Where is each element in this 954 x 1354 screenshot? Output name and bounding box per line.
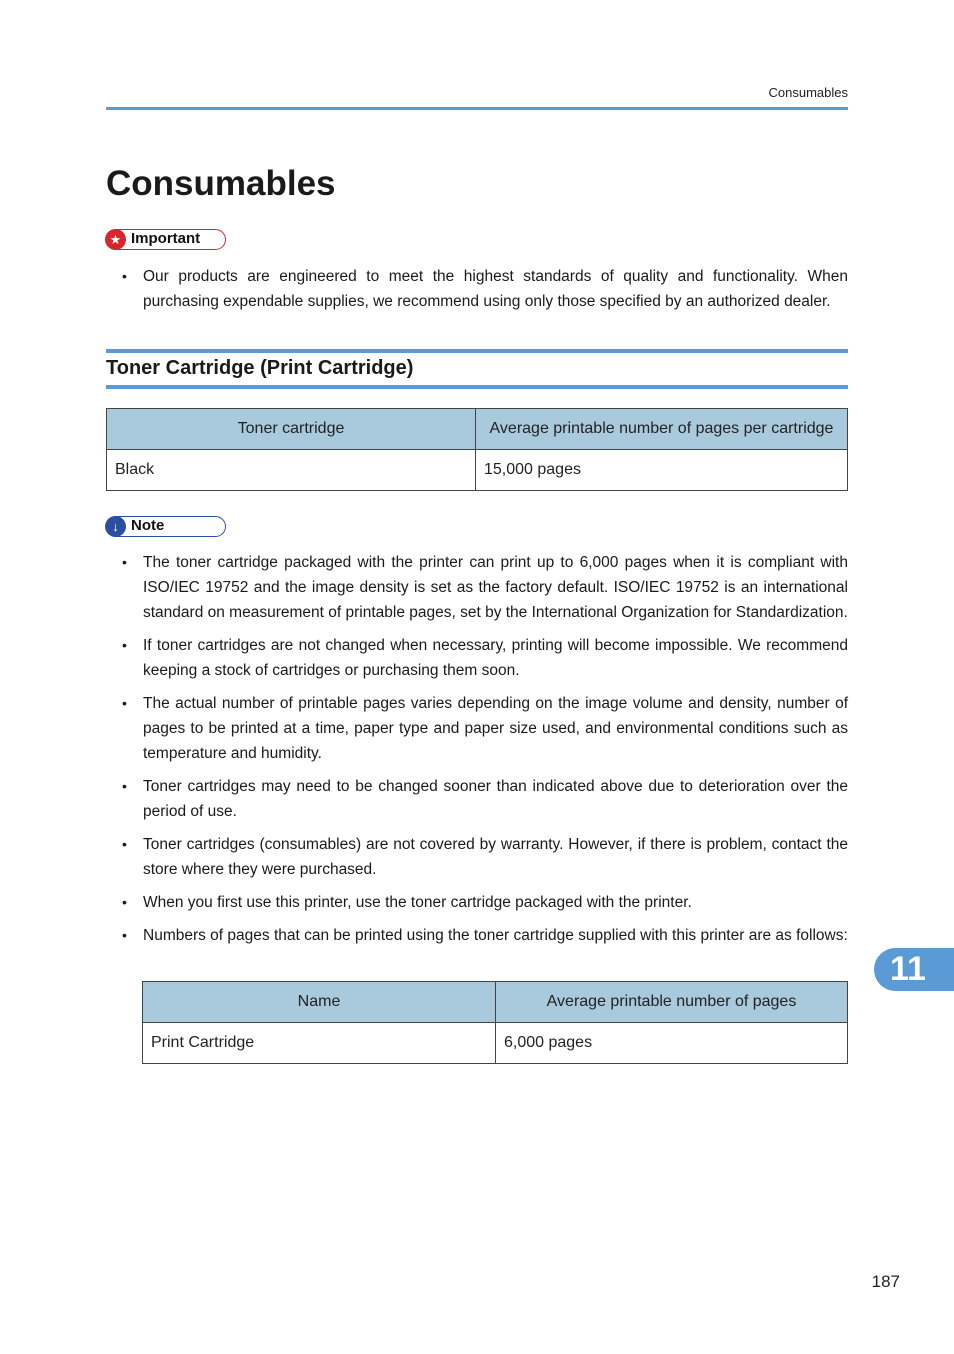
header-rule: [106, 107, 848, 110]
table-cell: 15,000 pages: [476, 450, 848, 491]
table-header-row: [107, 409, 848, 450]
list-item: • Numbers of pages that can be printed using the toner cartridge supplied with this printer are as follows:: [106, 923, 848, 948]
note-label: Note: [131, 517, 165, 534]
toner-table: [106, 408, 848, 491]
table-header-cell: Name: [143, 982, 496, 1023]
section-rule-top: [106, 349, 848, 353]
table-header-cell: Average printable number of pages per cartridge: [476, 409, 848, 450]
note-callout: [106, 516, 226, 537]
section-title: Toner Cartridge (Print Cartridge): [106, 357, 414, 379]
table-cell: 6,000 pages: [496, 1023, 848, 1064]
table-row: [107, 450, 848, 491]
list-item: • When you first use this printer, use the toner cartridge packaged with the printer.: [106, 890, 848, 915]
table-row: [143, 1023, 848, 1064]
page-title: Consumables: [106, 164, 336, 203]
list-item: • Toner cartridges (consumables) are not covered by warranty. However, if there is problem, contact the store where they were purchased.: [106, 832, 848, 882]
star-icon: ★: [105, 229, 126, 250]
table-header-cell: Average printable number of pages: [496, 982, 848, 1023]
table-header-cell: Toner cartridge: [107, 409, 476, 450]
table-header-row: [143, 982, 848, 1023]
important-callout: [106, 229, 226, 250]
list-item: • The toner cartridge packaged with the printer can print up to 6,000 pages when it is compliant with ISO/IEC 19752 and the image density is set as the factory default. ISO/IEC 19752 is an international standard on measurement of printable pages, set by the International Organization for Standardization.: [106, 550, 848, 625]
note-list: [106, 550, 848, 956]
section-rule-bottom: [106, 385, 848, 389]
list-item: • The actual number of printable pages varies depending on the image volume and density, number of pages to be printed at a time, paper type and paper size used, and environmental conditions such as temperature and humidity.: [106, 691, 848, 766]
list-item: • Toner cartridges may need to be changed sooner than indicated above due to deterioration over the period of use.: [106, 774, 848, 824]
table-cell: Print Cartridge: [143, 1023, 496, 1064]
chapter-tab: 11: [874, 948, 954, 991]
arrow-down-icon: ↓: [105, 516, 126, 537]
list-item: • If toner cartridges are not changed when necessary, printing will become impossible. We recommend keeping a stock of cartridges or purchasing them soon.: [106, 633, 848, 683]
print-cartridge-table: [142, 981, 848, 1064]
page-number: 187: [871, 1272, 900, 1291]
important-label: Important: [131, 230, 201, 247]
list-item: • Our products are engineered to meet the highest standards of quality and functionality. When purchasing expendable supplies, we recommend using only those specified by an authorized dealer.: [106, 264, 848, 314]
important-list: [106, 264, 848, 322]
running-header: Consumables: [768, 85, 848, 100]
table-cell: Black: [107, 450, 476, 491]
